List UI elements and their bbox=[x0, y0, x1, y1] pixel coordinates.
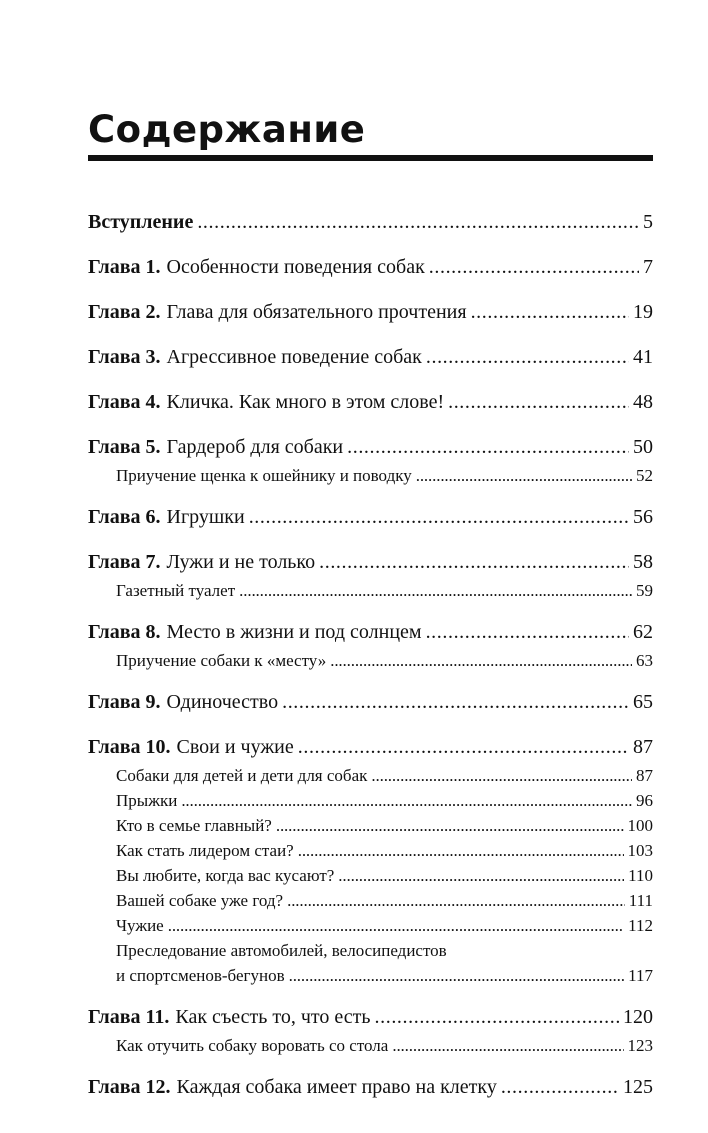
toc-chapter bbox=[88, 1001, 653, 1058]
toc-subentry[interactable] bbox=[88, 463, 653, 488]
page-number: 5 bbox=[643, 211, 653, 233]
toc-subentry[interactable] bbox=[88, 788, 653, 813]
chapter-title: Гардероб для собаки bbox=[166, 436, 344, 458]
page-number: 52 bbox=[636, 466, 653, 485]
subsection-title-line: Преследование автомобилей, велосипедистов bbox=[116, 941, 447, 960]
toc-entry[interactable] bbox=[88, 206, 653, 238]
page-number: 48 bbox=[633, 391, 653, 413]
toc-entry[interactable] bbox=[88, 386, 653, 418]
page-number: 41 bbox=[633, 346, 653, 368]
dot-leader bbox=[298, 731, 629, 763]
chapter-label: Глава 6. bbox=[88, 506, 161, 528]
subsection-title: Как стать лидером стаи? bbox=[116, 841, 294, 860]
subsection-title: Прыжки bbox=[116, 791, 178, 810]
page-number: 87 bbox=[636, 766, 653, 785]
dot-leader bbox=[347, 431, 629, 463]
chapter-title: Каждая собака имеет право на клетку bbox=[176, 1076, 497, 1098]
page-number: 103 bbox=[627, 841, 653, 860]
dot-leader bbox=[181, 788, 632, 813]
subsection-title: Приучение щенка к ошейнику и поводку bbox=[116, 466, 412, 485]
chapter-title: Глава для обязательного прочтения bbox=[166, 301, 467, 323]
toc-chapter bbox=[88, 731, 653, 988]
toc-entry[interactable] bbox=[88, 731, 653, 763]
chapter-title: Одиночество bbox=[166, 691, 279, 713]
toc-subentry[interactable] bbox=[88, 913, 653, 938]
toc-chapter bbox=[88, 1071, 653, 1103]
subsection-title: Вашей собаке уже год? bbox=[116, 891, 284, 910]
dot-leader bbox=[249, 501, 629, 533]
chapter-title: Агрессивное поведение собак bbox=[166, 346, 422, 368]
chapter-label: Вступление bbox=[88, 211, 194, 233]
toc-chapter bbox=[88, 206, 653, 238]
dot-leader bbox=[429, 251, 639, 283]
dot-leader bbox=[319, 546, 629, 578]
chapter-label: Глава 5. bbox=[88, 436, 161, 458]
chapter-label: Глава 7. bbox=[88, 551, 161, 573]
page-number: 65 bbox=[633, 691, 653, 713]
toc-chapter bbox=[88, 296, 653, 328]
toc-subentry[interactable] bbox=[88, 863, 653, 888]
dot-leader bbox=[416, 463, 632, 488]
toc-entry[interactable] bbox=[88, 1071, 653, 1103]
dot-leader bbox=[239, 578, 632, 603]
page-number: 56 bbox=[633, 506, 653, 528]
page-number: 87 bbox=[633, 736, 653, 758]
page-number: 19 bbox=[633, 301, 653, 323]
chapter-title: Свои и чужие bbox=[176, 736, 294, 758]
page-number: 59 bbox=[636, 581, 653, 600]
toc-subentry[interactable] bbox=[88, 963, 653, 988]
dot-leader bbox=[501, 1071, 619, 1103]
page-number: 96 bbox=[636, 791, 653, 810]
toc-chapter bbox=[88, 431, 653, 488]
subsection-title: Приучение собаки к «месту» bbox=[116, 651, 327, 670]
toc-subentry[interactable] bbox=[88, 578, 653, 603]
toc-chapter bbox=[88, 546, 653, 603]
chapter-label: Глава 8. bbox=[88, 621, 161, 643]
dot-leader bbox=[426, 616, 629, 648]
dot-leader bbox=[371, 763, 632, 788]
page-number: 58 bbox=[633, 551, 653, 573]
dot-leader bbox=[282, 686, 629, 718]
dot-leader bbox=[338, 863, 624, 888]
dot-leader bbox=[289, 963, 625, 988]
subsection-title: Вы любите, когда вас кусают? bbox=[116, 866, 335, 885]
toc-chapter bbox=[88, 501, 653, 533]
title-underline bbox=[88, 155, 653, 161]
subsection-title: Чужие bbox=[116, 916, 164, 935]
page-title: Содержание bbox=[88, 108, 366, 151]
page-number: 62 bbox=[633, 621, 653, 643]
toc-subentry[interactable] bbox=[88, 648, 653, 673]
chapter-title: Лужи и не только bbox=[166, 551, 316, 573]
page-number: 50 bbox=[633, 436, 653, 458]
page-number: 7 bbox=[643, 256, 653, 278]
dot-leader bbox=[330, 648, 632, 673]
page-number: 125 bbox=[623, 1076, 653, 1098]
toc-entry[interactable] bbox=[88, 296, 653, 328]
dot-leader bbox=[197, 206, 639, 238]
table-of-contents bbox=[88, 206, 653, 1116]
page-number: 112 bbox=[628, 916, 653, 935]
chapter-title: Игрушки bbox=[166, 506, 245, 528]
page-number: 120 bbox=[623, 1006, 653, 1028]
subsection-title-cont: и спортсменов-бегунов bbox=[116, 966, 285, 985]
toc-chapter bbox=[88, 341, 653, 373]
toc-subentry[interactable] bbox=[88, 763, 653, 788]
chapter-label: Глава 10. bbox=[88, 736, 171, 758]
toc-entry[interactable] bbox=[88, 501, 653, 533]
toc-entry[interactable] bbox=[88, 686, 653, 718]
chapter-label: Глава 1. bbox=[88, 256, 161, 278]
toc-entry[interactable] bbox=[88, 431, 653, 463]
toc-entry[interactable] bbox=[88, 1001, 653, 1033]
page-number: 117 bbox=[628, 966, 653, 985]
toc-entry[interactable] bbox=[88, 616, 653, 648]
chapter-title: Особенности поведения собак bbox=[166, 256, 425, 278]
dot-leader bbox=[426, 341, 629, 373]
chapter-label: Глава 12. bbox=[88, 1076, 171, 1098]
chapter-title: Кличка. Как много в этом слове! bbox=[166, 391, 445, 413]
chapter-label: Глава 3. bbox=[88, 346, 161, 368]
page-number: 63 bbox=[636, 651, 653, 670]
page-number: 100 bbox=[627, 816, 653, 835]
toc-chapter bbox=[88, 616, 653, 673]
subsection-title: Кто в семье главный? bbox=[116, 816, 272, 835]
toc-chapter bbox=[88, 386, 653, 418]
dot-leader bbox=[168, 913, 624, 938]
toc-chapter bbox=[88, 686, 653, 718]
chapter-label: Глава 11. bbox=[88, 1006, 170, 1028]
chapter-label: Глава 4. bbox=[88, 391, 161, 413]
page-number: 111 bbox=[628, 891, 653, 910]
dot-leader bbox=[392, 1033, 623, 1058]
chapter-label: Глава 2. bbox=[88, 301, 161, 323]
chapter-label: Глава 9. bbox=[88, 691, 161, 713]
subsection-title: Как отучить собаку воровать со стола bbox=[116, 1036, 389, 1055]
dot-leader bbox=[276, 813, 624, 838]
toc-subentry[interactable] bbox=[88, 888, 653, 913]
chapter-title: Место в жизни и под солнцем bbox=[166, 621, 422, 643]
page-number: 110 bbox=[628, 866, 653, 885]
dot-leader bbox=[448, 386, 629, 418]
toc-entry[interactable] bbox=[88, 341, 653, 373]
dot-leader bbox=[287, 888, 625, 913]
toc-entry[interactable] bbox=[88, 546, 653, 578]
subsection-title: Газетный туалет bbox=[116, 581, 236, 600]
dot-leader bbox=[375, 1001, 619, 1033]
toc-entry[interactable] bbox=[88, 251, 653, 283]
dot-leader bbox=[471, 296, 629, 328]
toc-subentry[interactable] bbox=[88, 838, 653, 863]
page-number: 123 bbox=[627, 1036, 653, 1055]
toc-chapter bbox=[88, 251, 653, 283]
toc-subentry[interactable] bbox=[88, 813, 653, 838]
toc-subentry[interactable] bbox=[88, 1033, 653, 1058]
chapter-title: Как съесть то, что есть bbox=[175, 1006, 371, 1028]
dot-leader bbox=[298, 838, 624, 863]
subsection-title: Собаки для детей и дети для собак bbox=[116, 766, 368, 785]
